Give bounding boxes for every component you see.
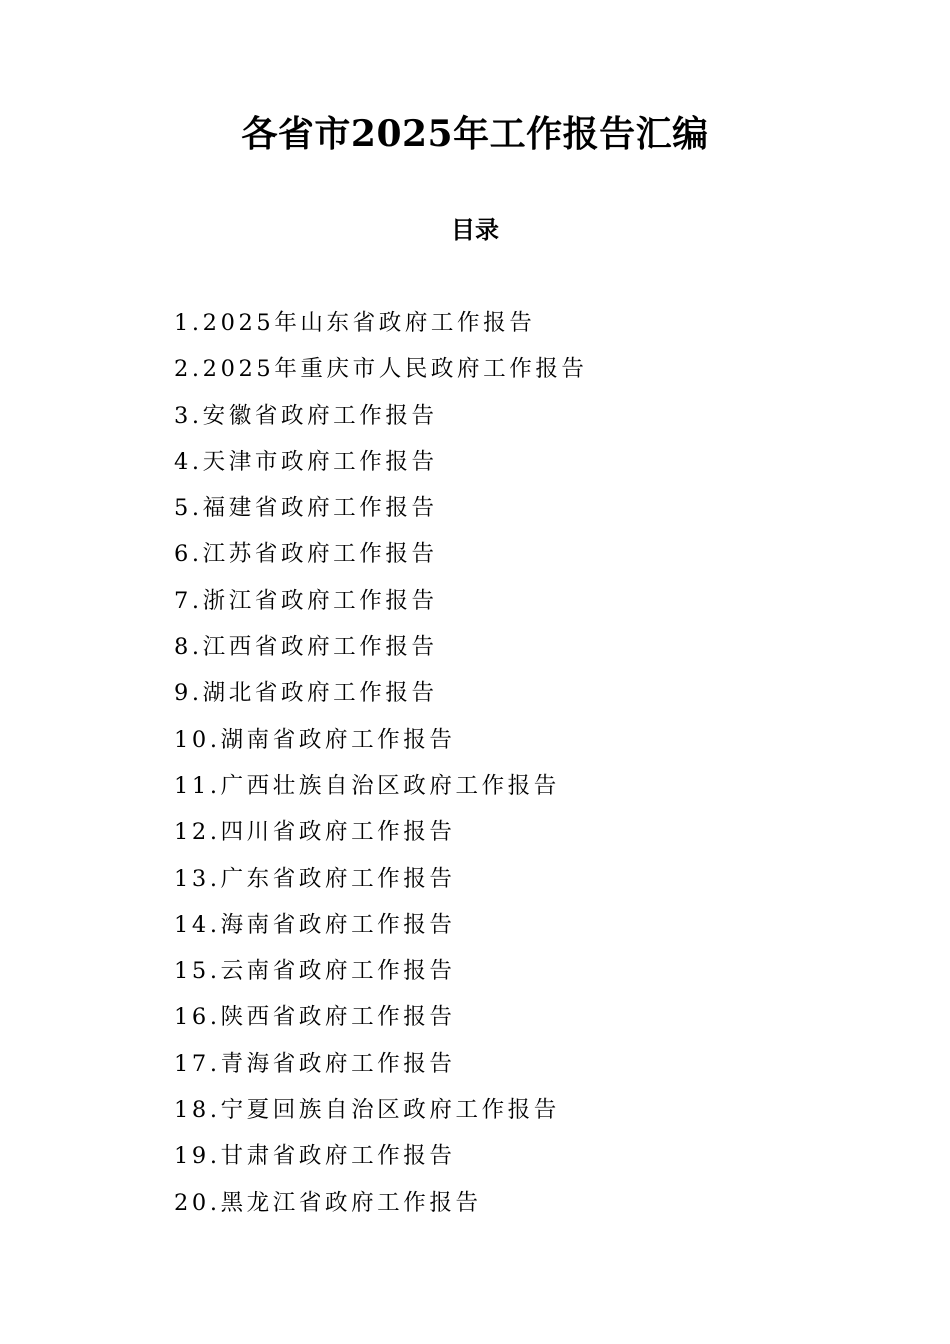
toc-item: 18.宁夏回族自治区政府工作报告 — [174, 1097, 560, 1124]
toc-item: 9.湖北省政府工作报告 — [174, 680, 438, 707]
toc-item: 17.青海省政府工作报告 — [174, 1050, 456, 1077]
toc-item: 10.湖南省政府工作报告 — [174, 726, 456, 753]
toc-item: 11.广西壮族自治区政府工作报告 — [174, 772, 560, 799]
toc-heading: 目录 — [451, 216, 499, 244]
toc-item: 6.江苏省政府工作报告 — [174, 541, 438, 568]
toc-item: 4.天津市政府工作报告 — [174, 448, 438, 475]
toc-item: 20.黑龙江省政府工作报告 — [174, 1189, 482, 1216]
toc-item: 5.福建省政府工作报告 — [174, 495, 438, 522]
toc-item: 1.2025年山东省政府工作报告 — [174, 310, 536, 336]
toc-item: 19.甘肃省政府工作报告 — [174, 1143, 456, 1170]
toc-list — [174, 304, 588, 1230]
toc-item: 13.广东省政府工作报告 — [174, 865, 456, 892]
toc-item: 14.海南省政府工作报告 — [174, 911, 456, 938]
toc-item: 7.浙江省政府工作报告 — [174, 587, 438, 614]
toc-item: 15.云南省政府工作报告 — [174, 958, 456, 985]
toc-item: 16.陕西省政府工作报告 — [174, 1004, 456, 1031]
toc-item: 2.2025年重庆市人民政府工作报告 — [174, 356, 588, 383]
toc-item: 12.四川省政府工作报告 — [174, 819, 456, 846]
document-title: 各省市2025年工作报告汇编 — [241, 113, 709, 155]
toc-item: 8.江西省政府工作报告 — [174, 634, 438, 661]
toc-item: 3.安徽省政府工作报告 — [174, 402, 438, 429]
